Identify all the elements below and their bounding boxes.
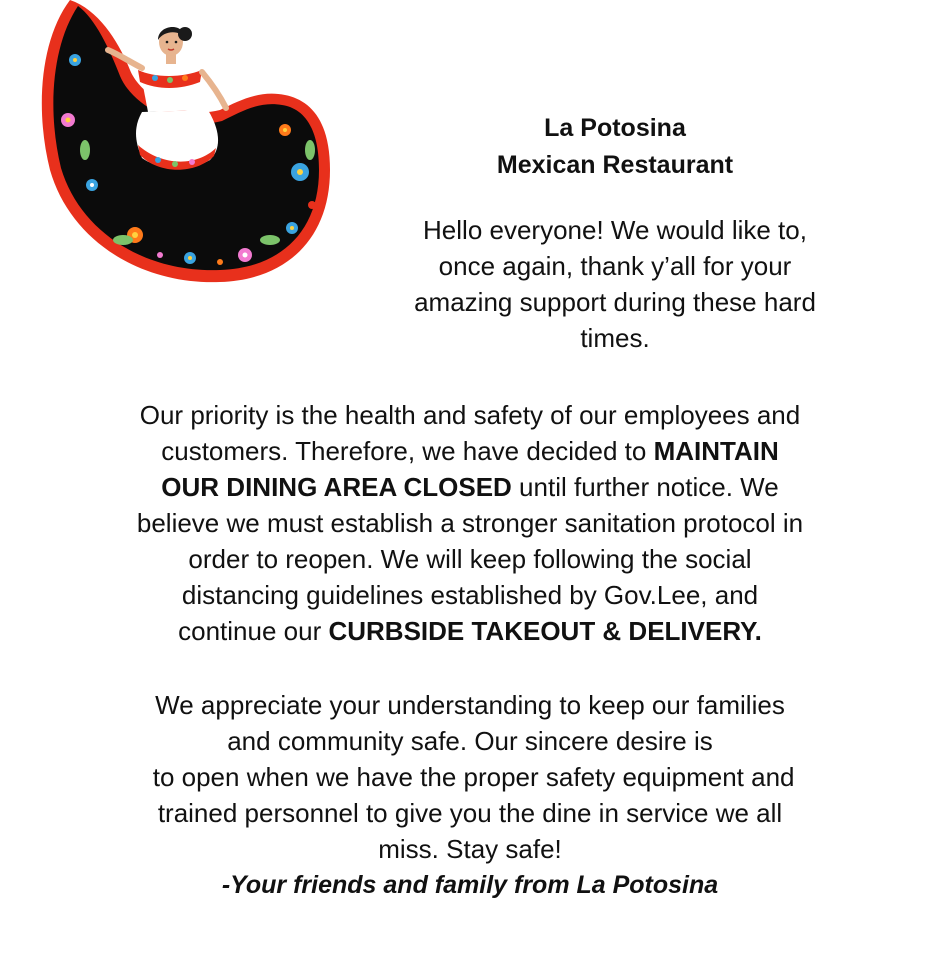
restaurant-subtitle: Mexican Restaurant	[496, 151, 734, 179]
curbside-emphasis: CURBSIDE TAKEOUT & DELIVERY.	[328, 616, 762, 646]
priority-line	[60, 433, 880, 469]
greeting-paragraph	[385, 212, 845, 356]
greeting-line: times.	[580, 323, 650, 353]
priority-text: customers. Therefore, we have decided to	[161, 436, 654, 466]
closing-line: trained personnel to give you the dine in service we all	[157, 798, 783, 828]
restaurant-header	[385, 110, 845, 356]
priority-paragraph	[60, 397, 880, 649]
greeting-line: amazing support during these hard	[414, 287, 816, 317]
closing-line: We appreciate your understanding to keep our families	[155, 690, 785, 720]
priority-line: order to reopen. We will keep following the social	[188, 544, 752, 574]
closing-line: miss. Stay safe!	[378, 834, 562, 864]
dining-closed-emphasis: OUR DINING AREA CLOSED	[161, 472, 512, 502]
folklorico-dancer-icon	[30, 0, 340, 290]
priority-text: until further notice. We	[511, 472, 779, 502]
priority-line	[60, 613, 880, 649]
signature: -Your friends and family from La Potosina	[221, 871, 719, 899]
maintain-emphasis: MAINTAIN	[653, 436, 779, 466]
greeting-line: Hello everyone! We would like to,	[423, 215, 807, 245]
restaurant-name: La Potosina	[544, 114, 686, 142]
priority-line: believe we must establish a stronger sanitation protocol in	[136, 508, 804, 538]
priority-line: Our priority is the health and safety of our employees and	[139, 400, 801, 430]
priority-line	[60, 469, 880, 505]
closing-line: and community safe. Our sincere desire is	[227, 726, 713, 756]
closing-line: to open when we have the proper safety equipment and	[145, 762, 795, 792]
greeting-line: once again, thank y’all for your	[438, 251, 792, 281]
folklorico-dancer-illustration	[30, 0, 340, 290]
priority-line: distancing guidelines established by Gov.Lee, and	[181, 580, 759, 610]
closing-paragraph	[60, 687, 880, 867]
priority-text: continue our	[178, 616, 329, 646]
